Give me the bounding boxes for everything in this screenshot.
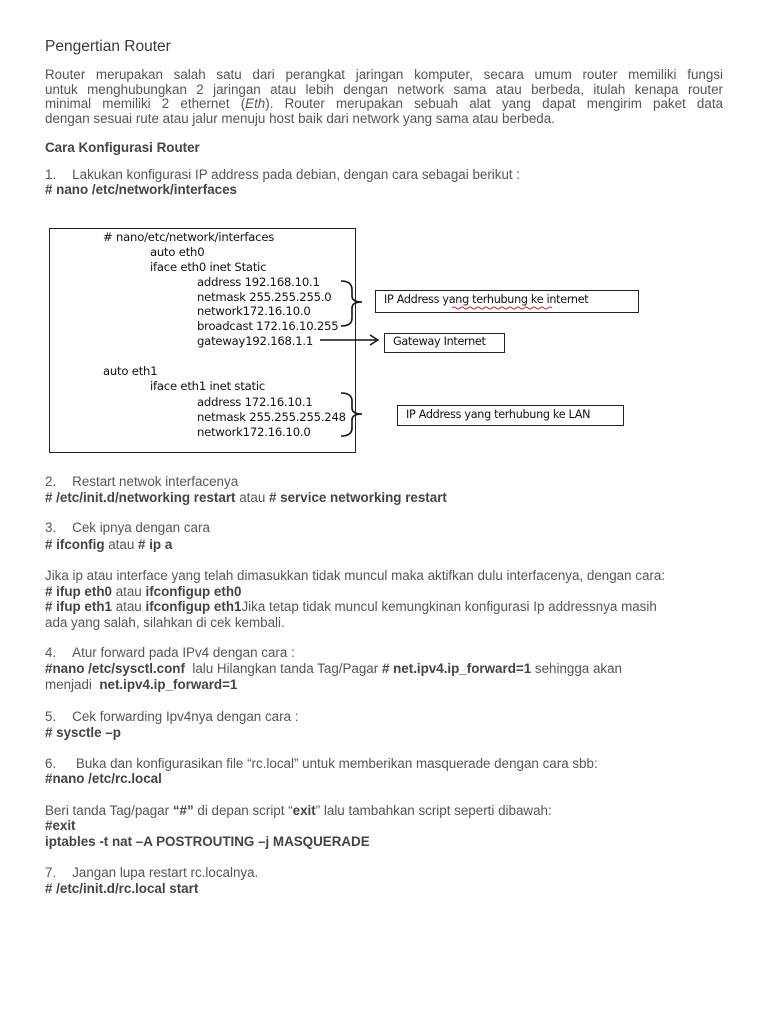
step-4-command xyxy=(45,661,622,677)
command: # ip a xyxy=(138,537,173,552)
tag-note-hash: “#” xyxy=(172,803,194,818)
step-4 xyxy=(45,645,295,661)
step-6-command xyxy=(45,771,162,787)
command: # nano /etc/network/interfaces xyxy=(45,182,237,197)
intro-text: minimal memiliki 2 ethernet ( xyxy=(45,96,246,112)
fig-network-eth1: network172.16.10.0 xyxy=(197,425,311,439)
callout-internet: IP Address yang terhubung ke internet xyxy=(375,290,639,313)
fig-auto-eth0: auto eth0 xyxy=(150,245,205,259)
config-heading: Cara Konfigurasi Router xyxy=(45,140,200,155)
tag-note-text: Beri tanda Tag/pagar xyxy=(45,803,173,818)
step-number: 3. xyxy=(45,520,57,535)
fig-netmask-eth1: netmask 255.255.255.248 xyxy=(197,410,346,424)
connector: atau xyxy=(111,584,146,599)
step-4-result xyxy=(45,677,237,693)
step-number: 6. xyxy=(45,756,57,771)
fig-address-eth1: address 172.16.10.1 xyxy=(197,395,313,409)
connector: atau xyxy=(111,599,146,614)
step-3 xyxy=(45,520,210,536)
step-2 xyxy=(45,474,238,490)
intro-text: ). Router merupakan sebuah alat yang dapat mengirim paket data xyxy=(265,96,723,112)
fig-broadcast-eth0: broadcast 172.16.10.255 xyxy=(197,319,339,333)
step-5 xyxy=(45,709,298,725)
tag-note xyxy=(45,803,552,819)
command: net.ipv4.ip_forward=1 xyxy=(99,677,238,692)
intro-line: dengan sesuai rute atau jalur menuju host baik dari network yang sama atau berbeda. xyxy=(45,110,555,126)
command: # ifconfig xyxy=(45,537,105,552)
exit-command xyxy=(45,818,76,834)
command: # /etc/init.d/rc.local start xyxy=(45,881,199,896)
iface-note-line-1 xyxy=(45,584,241,600)
command: ifconfigup eth0 xyxy=(145,584,242,599)
fig-iface-eth0: iface eth0 inet Static xyxy=(150,260,267,274)
iptables-command xyxy=(45,834,370,850)
command: #nano /etc/rc.local xyxy=(45,771,162,786)
intro-line: untuk menghubungkan 2 jaringan atau lebih dengan network sama atau berbeda, itulah kenapa router xyxy=(45,81,723,97)
fig-netmask-eth0: netmask 255.255.255.0 xyxy=(197,290,332,304)
intro-eth: Eth xyxy=(245,96,266,112)
step-text: Cek forwarding Ipv4nya dengan cara : xyxy=(72,709,299,724)
callout-gateway: Gateway Internet xyxy=(384,333,505,353)
iface-note-line-2 xyxy=(45,599,657,615)
step-2-command xyxy=(45,490,447,506)
step-number: 5. xyxy=(45,709,57,724)
page-title: Pengertian Router xyxy=(45,38,171,55)
step-4-tail: sehingga akan xyxy=(531,661,622,676)
step-number: 7. xyxy=(45,865,57,880)
iface-note: Jika ip atau interface yang telah dimasukkan tidak muncul maka aktifkan dulu interfacenya, dengan cara: xyxy=(45,568,666,583)
fig-cmd: # nano/etc/network/interfaces xyxy=(103,230,275,244)
step-3-command xyxy=(45,537,172,553)
connector: atau xyxy=(104,537,139,552)
intro-line: Router merupakan salah satu dari perangkat jaringan komputer, secara umum router memiliki fungsi xyxy=(45,67,723,82)
connector: atau xyxy=(235,490,269,505)
step-text: Atur forward pada IPv4 dengan cara : xyxy=(72,645,295,660)
step-4-menjadi: menjadi xyxy=(45,677,100,692)
step-number: 2. xyxy=(45,474,57,489)
command: # /etc/init.d/networking restart xyxy=(45,490,236,505)
command: iptables -t nat –A POSTROUTING –j MASQUERADE xyxy=(45,834,370,849)
step-5-command xyxy=(45,725,121,741)
step-number: 4. xyxy=(45,645,57,660)
tag-note-exit: exit xyxy=(292,803,316,818)
fig-iface-eth1: iface eth1 inet static xyxy=(150,379,266,393)
step-text: Buka dan konfigurasikan file “rc.local” untuk memberikan masquerade dengan cara sbb: xyxy=(72,756,598,771)
step-text: Restart netwok interfacenya xyxy=(72,474,239,489)
brace-eth1 xyxy=(341,393,362,436)
command: #nano /etc/sysctl.conf xyxy=(45,661,185,676)
command: # net.ipv4.ip_forward=1 xyxy=(381,661,532,676)
spell-underline xyxy=(452,307,552,309)
brace-eth0 xyxy=(341,281,362,326)
fig-auto-eth1: auto eth1 xyxy=(103,364,158,378)
step-7 xyxy=(45,865,258,881)
command: # service networking restart xyxy=(269,490,447,505)
note-text: Jika tetap tidak muncul kemungkinan konfigurasi Ip addressnya masih xyxy=(241,599,657,614)
tag-note-text: ” lalu tambahkan script seperti dibawah: xyxy=(315,803,552,818)
fig-gateway-eth0: gateway192.168.1.1 xyxy=(197,334,314,348)
step-text: Cek ipnya dengan cara xyxy=(72,520,210,535)
fig-network-eth0: network172.16.10.0 xyxy=(197,304,311,318)
step-text: Lakukan konfigurasi IP address pada debian, dengan cara sebagai berikut : xyxy=(72,167,521,182)
step-6 xyxy=(45,756,598,772)
command: # ifup eth0 xyxy=(45,584,112,599)
step-4-mid: lalu Hilangkan tanda Tag/Pagar xyxy=(184,661,382,676)
fig-address-eth0: address 192.168.10.1 xyxy=(197,275,320,289)
step-text: Jangan lupa restart rc.localnya. xyxy=(72,865,259,880)
command: # sysctle –p xyxy=(45,725,121,740)
step-7-command xyxy=(45,881,198,897)
command: #exit xyxy=(45,818,76,833)
command: # ifup eth1 xyxy=(45,599,112,614)
callout-lan: IP Address yang terhubung ke LAN xyxy=(397,405,624,426)
tag-note-text: di depan script “ xyxy=(193,803,293,818)
iface-note-line-3: ada yang salah, silahkan di cek kembali. xyxy=(45,615,285,630)
command: ifconfigup eth1 xyxy=(145,599,242,614)
step-number: 1. xyxy=(45,167,57,182)
